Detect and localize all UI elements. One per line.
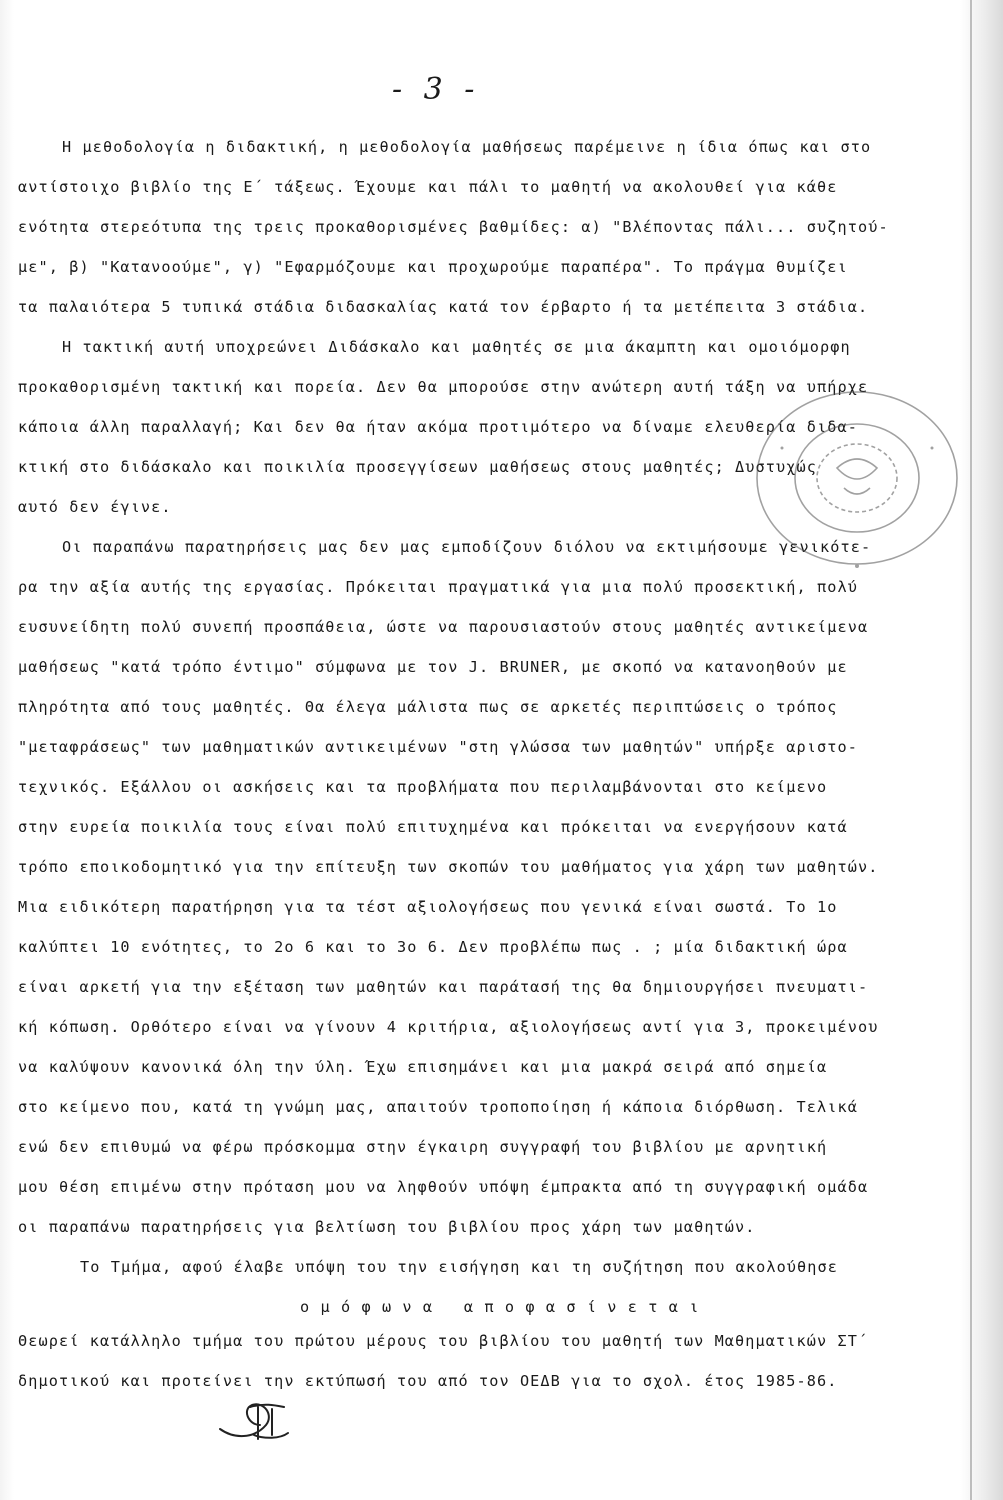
official-seal-stamp <box>752 388 962 568</box>
text-line: τεχνικός. Εξάλλου οι ασκήσεις και τα προβλήματα που περιλαμβάνονται στο κείμενο <box>18 778 828 796</box>
text-line: πληρότητα από τους μαθητές. Θα έλεγα μάλιστα πως σε αρκετές περιπτώσεις ο τρόπος <box>18 698 838 716</box>
text-line: μου θέση επιμένω στην πρόταση μου να ληφθούν υπόψη έμπρακτα από τη συγγραφική ομάδα <box>18 1178 869 1196</box>
text-line: καλύπτει 10 ενότητες, το 2ο 6 και το 3ο 6. Δεν προβλέπω πως . ; μία διδακτική ώρα <box>18 938 848 956</box>
handwritten-signature <box>214 1395 314 1443</box>
text-line: κτική στο διδάσκαλο και ποικιλία προσεγγίσεων μαθήσεως στους μαθητές; Δυστυχώς <box>18 458 818 476</box>
text-line: ενότητα στερεότυπα της τρεις προκαθορισμένες βαθμίδες: α) "Βλέποντας πάλι... συζητού- <box>18 218 889 236</box>
text-line: τρόπο εποικοδομητικό για την επίτευξη των σκοπών του μαθήματος για χάρη των μαθητών. <box>18 858 879 876</box>
text-line: στο κείμενο που, κατά τη γνώμη μας, απαιτούν τροποποίηση ή κάποια διόρθωση. Τελικά <box>18 1098 858 1116</box>
text-line: είναι αρκετή για την εξέταση των μαθητών και παράτασή της θα δημιουργήσει πνευματι- <box>18 978 869 996</box>
text-line: προκαθορισμένη τακτική και πορεία. Δεν θα μπορούσε στην ανώτερη αυτή τάξη να υπήρχε <box>18 378 869 396</box>
text-line: αυτό δεν έγινε. <box>18 498 172 516</box>
text-line: Το Τμήμα, αφού έλαβε υπόψη του την εισήγηση και τη συζήτηση που ακολούθησε <box>80 1258 839 1276</box>
text-line: να καλύψουν κανονικά όλη την ύλη. Έχω επισημάνει και μια μακρά σειρά από σημεία <box>18 1058 828 1076</box>
text-line: αντίστοιχο βιβλίο της Ε΄ τάξεως. Έχουμε και πάλι το μαθητή να ακολουθεί για κάθε <box>18 178 838 196</box>
text-line: τα παλαιότερα 5 τυπικά στάδια διδασκαλίας κατά τον έρβαρτο ή τα μετέπειτα 3 στάδια. <box>18 298 869 316</box>
text-line: στην ευρεία ποικιλία τους είναι πολύ επιτυχημένα και πρόκειται να ενεργήσουν κατά <box>18 818 848 836</box>
text-line: ενώ δεν επιθυμώ να φέρω πρόσκομμα στην έγκαιρη συγγραφή του βιβλίου με αρνητική <box>18 1138 828 1156</box>
text-line: οι παραπάνω παρατηρήσεις για βελτίωση του βιβλίου προς χάρη των μαθητών. <box>18 1218 756 1236</box>
text-line: ρα την αξία αυτής της εργασίας. Πρόκειται πραγματικά για μια πολύ προσεκτική, πολύ <box>18 578 858 596</box>
text-line: Η τακτική αυτή υποχρεώνει Διδάσκαλο και μαθητές σε μια άκαμπτη και ομοιόμορφη <box>62 338 851 356</box>
text-line: Θεωρεί κατάλληλο τμήμα του πρώτου μέρους του βιβλίου του μαθητή των Μαθηματικών ΣΤ΄ <box>18 1332 869 1350</box>
text-line: Οι παραπάνω παρατηρήσεις μας δεν μας εμποδίζουν διόλου να εκτιμήσουμε γενικότε- <box>62 538 872 556</box>
text-line: Η μεθοδολογία η διδακτική, η μεθοδολογία μαθήσεως παρέμεινε η ίδια όπως και στο <box>62 138 872 156</box>
text-line: κάποια άλλη παραλλαγή; Και δεν θα ήταν ακόμα προτιμότερο να δίναμε ελευθερία διδα- <box>18 418 858 436</box>
text-line: δημοτικού και προτείνει την εκτύπωσή του από τον ΟΕΔΒ για το σχολ. έτος 1985-86. <box>18 1372 838 1390</box>
decision-word: ο μ ό φ ω ν α α π ο φ α σ ί ν ε τ α ι <box>300 1298 700 1316</box>
text-line: με", β) "Κατανοούμε", γ) "Εφαρμόζουμε και προχωρούμε παραπέρα". Το πράγμα θυμίζει <box>18 258 848 276</box>
text-line: κή κόπωση. Ορθότερο είναι να γίνουν 4 κριτήρια, αξιολογήσεως αντί για 3, προκειμένου <box>18 1018 879 1036</box>
text-line: ευσυνείδητη πολύ συνεπή προσπάθεια, ώστε να παρουσιαστούν στους μαθητές αντικείμενα <box>18 618 869 636</box>
text-line: Μια ειδικότερη παρατήρηση για τα τέστ αξιολογήσεως που γενικά είναι σωστά. Το 1ο <box>18 898 838 916</box>
text-line: "μεταφράσεως" των μαθηματικών αντικειμένων "στη γλώσσα των μαθητών" υπήρξε αριστο- <box>18 738 858 756</box>
text-line: μαθήσεως "κατά τρόπο έντιμο" σύμφωνα με τον J. BRUNER, με σκοπό να κατανοηθούν με <box>18 658 848 676</box>
page-edge-line <box>970 0 972 1500</box>
page-number: - 3 - <box>392 72 481 107</box>
